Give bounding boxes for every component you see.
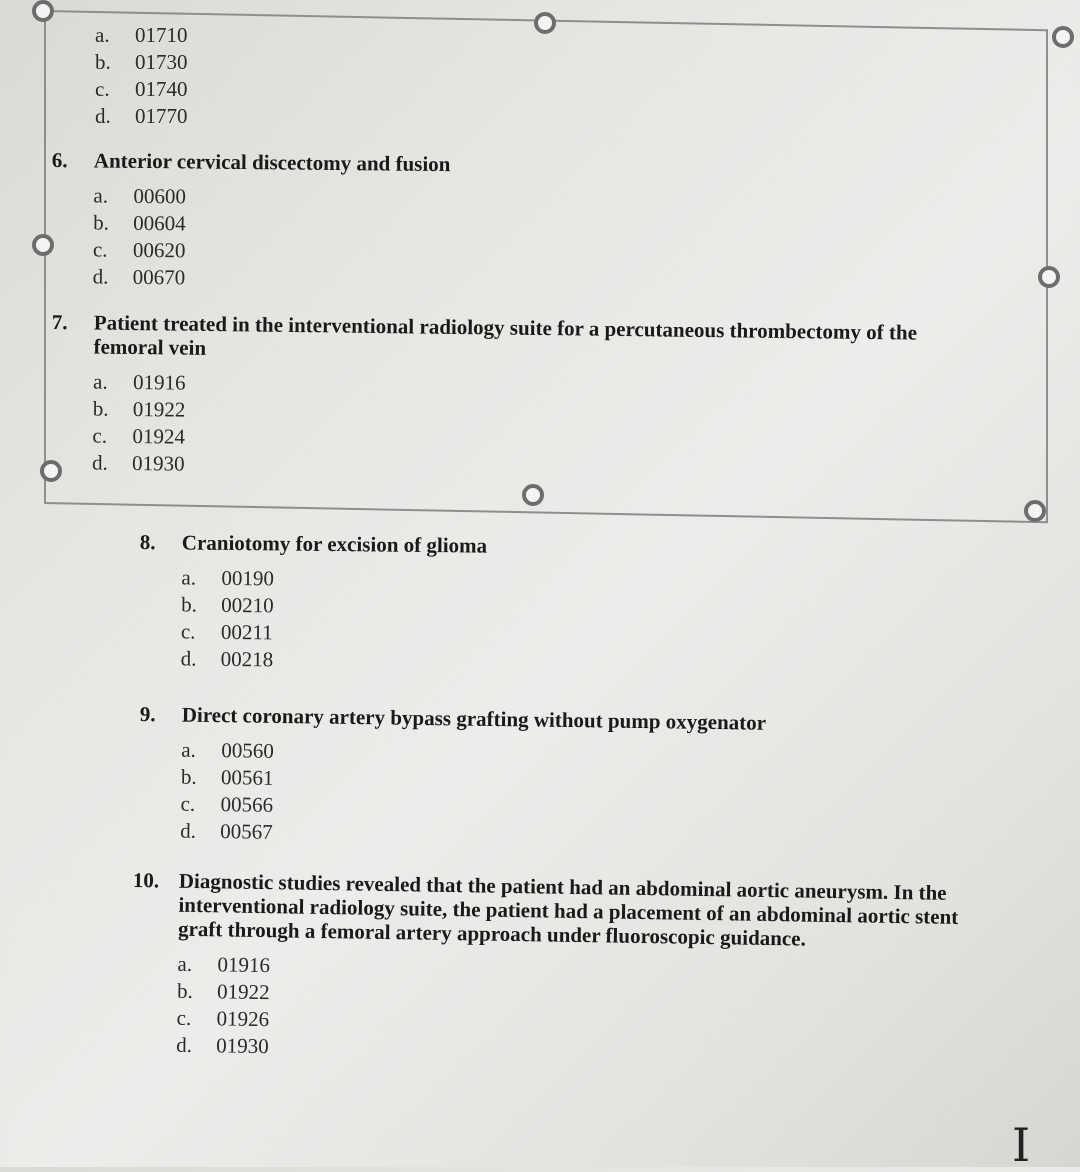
option-value: 00566: [220, 792, 274, 817]
option-row[interactable]: a. 01916: [92, 369, 186, 395]
option-row[interactable]: d. 01770: [95, 104, 188, 128]
text-cursor-icon: I: [1012, 1118, 1031, 1172]
option-row[interactable]: b. 00561: [180, 764, 274, 790]
question-text: Craniotomy for excision of glioma: [181, 530, 488, 558]
option-row[interactable]: a. 01710: [95, 23, 188, 47]
question-6: [51, 148, 451, 294]
option-row[interactable]: b. 01730: [95, 50, 188, 74]
option-value: 01916: [132, 369, 186, 395]
option-row[interactable]: a. 01916: [177, 951, 271, 978]
option-value: 01926: [216, 1006, 270, 1032]
option-row[interactable]: d. 00567: [180, 818, 273, 844]
resize-handle-bottom-right[interactable]: [1024, 500, 1046, 522]
resize-handle-middle-right[interactable]: [1038, 266, 1060, 288]
resize-handle-top-left[interactable]: [32, 0, 54, 22]
question-number: 6.: [51, 148, 68, 173]
resize-handle-top-center[interactable]: [534, 12, 556, 34]
option-value: 01930: [131, 450, 185, 476]
option-value: 00560: [221, 738, 274, 763]
option-value: 00210: [221, 592, 274, 618]
option-value: 01930: [216, 1033, 269, 1059]
option-row[interactable]: a. 00560: [181, 737, 274, 763]
option-value: 00211: [220, 619, 273, 645]
option-row[interactable]: d. 00218: [180, 646, 274, 672]
resize-handle-top-right[interactable]: [1052, 26, 1074, 48]
option-value: 01730: [135, 50, 188, 74]
option-row[interactable]: a. 00600: [93, 183, 187, 209]
option-value: 01916: [217, 952, 271, 978]
option-value: 01924: [132, 423, 186, 449]
option-row[interactable]: d. 01930: [91, 450, 185, 476]
option-row[interactable]: b. 00210: [181, 592, 274, 618]
question-number: 8.: [139, 530, 156, 555]
option-row[interactable]: b. 01922: [92, 396, 186, 422]
prev-question-options: [95, 22, 188, 130]
option-value: 00670: [132, 264, 186, 290]
question-number: 9.: [139, 702, 156, 727]
question-8: [139, 530, 488, 676]
question-number: 7.: [51, 310, 68, 335]
option-value: 00561: [220, 765, 274, 790]
question-9: [138, 702, 766, 853]
option-value: 01922: [216, 979, 270, 1005]
option-value: 00218: [220, 646, 274, 672]
option-value: 01710: [135, 23, 188, 47]
option-value: 00620: [132, 237, 186, 263]
option-value: 00190: [221, 565, 275, 591]
option-row[interactable]: c. 00566: [180, 791, 274, 817]
option-value: 00604: [133, 210, 186, 236]
resize-handle-bottom-center[interactable]: [522, 484, 544, 506]
question-text: Anterior cervical discectomy and fusion: [93, 148, 451, 177]
option-row[interactable]: b. 01922: [176, 978, 270, 1005]
question-7: [50, 310, 992, 487]
question-text: Patient treated in the interventional radiology suite for a percutaneous thrombectomy of the femoral vein: [93, 310, 918, 360]
option-row[interactable]: a. 00190: [181, 565, 275, 591]
option-row[interactable]: d. 00670: [92, 264, 186, 290]
option-value: 01770: [135, 104, 188, 128]
question-text: Diagnostic studies revealed that the patient had an abdominal aortic aneurysm. In the interventional radiology suite, the patient had a placement of an abdominal aortic stent graft through a femoral artery approach under fluoroscopic guidance.: [177, 868, 959, 951]
option-row[interactable]: c. 00620: [92, 237, 186, 263]
question-number: 10.: [132, 868, 160, 893]
option-value: 01740: [135, 77, 188, 101]
option-row[interactable]: b. 00604: [93, 210, 186, 236]
option-row[interactable]: c. 01740: [95, 77, 188, 101]
option-row[interactable]: c. 00211: [180, 619, 273, 645]
option-row[interactable]: c. 01926: [176, 1005, 270, 1032]
question-10: [130, 868, 973, 1071]
option-value: 00567: [220, 819, 273, 844]
option-row[interactable]: d. 01930: [176, 1032, 269, 1059]
option-value: 00600: [133, 183, 187, 209]
option-value: 01922: [132, 396, 186, 422]
option-row[interactable]: c. 01924: [92, 423, 186, 449]
question-text: Direct coronary artery bypass grafting without pump oxygenator: [181, 702, 767, 735]
